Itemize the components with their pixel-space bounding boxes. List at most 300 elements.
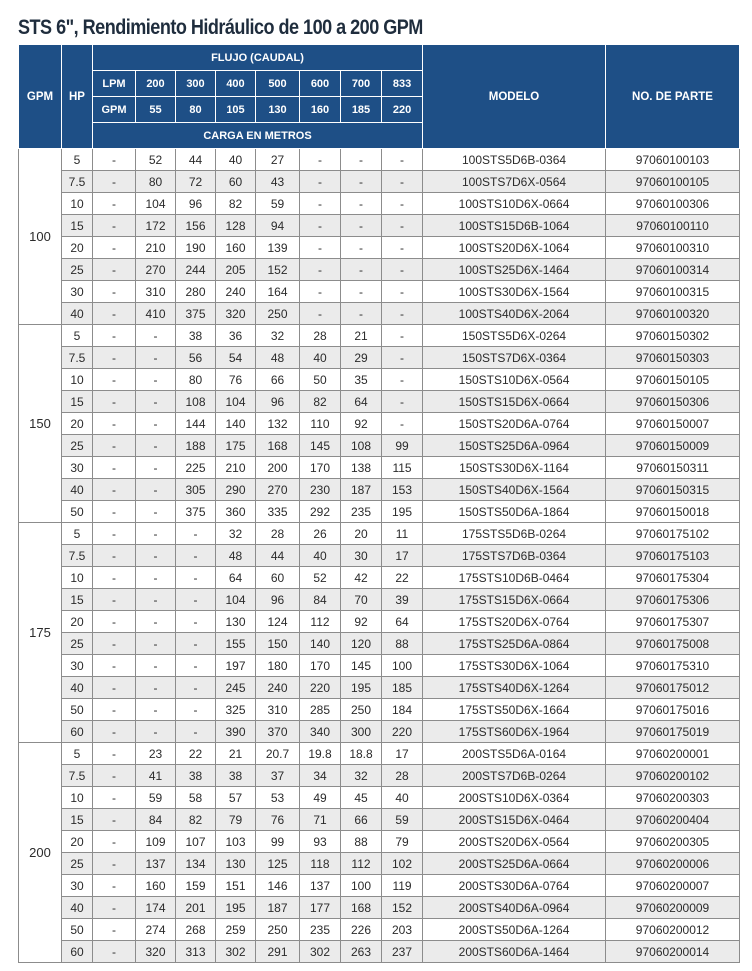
model-cell: 200STS25D6A-0664 xyxy=(423,853,606,875)
head-value-cell: 310 xyxy=(136,281,176,303)
head-value-cell: 203 xyxy=(382,919,423,941)
head-value-cell: - xyxy=(93,633,136,655)
table-row xyxy=(19,743,740,765)
head-value-cell: - xyxy=(93,193,136,215)
head-value-cell: 124 xyxy=(256,611,300,633)
head-value-cell: 34 xyxy=(300,765,341,787)
part-number-cell: 97060200102 xyxy=(606,765,740,787)
head-value-cell: 57 xyxy=(216,787,256,809)
part-number-cell: 97060150315 xyxy=(606,479,740,501)
hp-cell: 10 xyxy=(62,369,93,391)
hp-cell: 20 xyxy=(62,831,93,853)
head-value-cell: 160 xyxy=(216,237,256,259)
head-value-cell: - xyxy=(136,391,176,413)
part-number-cell: 97060175008 xyxy=(606,633,740,655)
head-value-cell: 237 xyxy=(382,941,423,963)
table-row xyxy=(19,765,740,787)
head-value-cell: 130 xyxy=(216,611,256,633)
head-value-cell: 134 xyxy=(176,853,216,875)
head-value-cell: - xyxy=(136,633,176,655)
hp-cell: 40 xyxy=(62,897,93,919)
head-value-cell: 79 xyxy=(216,809,256,831)
head-value-cell: 71 xyxy=(300,809,341,831)
head-value-cell: 300 xyxy=(341,721,382,743)
head-value-cell: 140 xyxy=(300,633,341,655)
head-value-cell: 100 xyxy=(341,875,382,897)
table-row xyxy=(19,853,740,875)
hp-cell: 30 xyxy=(62,875,93,897)
table-row xyxy=(19,655,740,677)
hp-header: HP xyxy=(62,45,93,149)
head-value-cell: 305 xyxy=(176,479,216,501)
hp-cell: 10 xyxy=(62,567,93,589)
head-value-cell: - xyxy=(382,215,423,237)
head-value-cell: 102 xyxy=(382,853,423,875)
head-value-cell: - xyxy=(300,193,341,215)
model-cell: 175STS5D6B-0264 xyxy=(423,523,606,545)
head-value-cell: - xyxy=(136,611,176,633)
head-value-cell: 48 xyxy=(216,545,256,567)
head-value-cell: 17 xyxy=(382,545,423,567)
head-value-cell: - xyxy=(93,611,136,633)
head-value-cell: 184 xyxy=(382,699,423,721)
part-number-cell: 97060175102 xyxy=(606,523,740,545)
table-row xyxy=(19,479,740,501)
head-value-cell: 49 xyxy=(300,787,341,809)
head-value-cell: 280 xyxy=(176,281,216,303)
hp-cell: 60 xyxy=(62,941,93,963)
head-value-cell: 210 xyxy=(216,457,256,479)
head-value-cell: - xyxy=(136,325,176,347)
lpm-value: 600 xyxy=(300,71,341,97)
table-row xyxy=(19,611,740,633)
head-value-cell: - xyxy=(176,589,216,611)
part-number-cell: 97060200007 xyxy=(606,875,740,897)
head-value-cell: 60 xyxy=(216,171,256,193)
head-value-cell: 274 xyxy=(136,919,176,941)
head-value-cell: 26 xyxy=(300,523,341,545)
head-value-cell: - xyxy=(136,677,176,699)
head-value-cell: - xyxy=(136,589,176,611)
head-value-cell: 235 xyxy=(300,919,341,941)
part-number-cell: 97060200014 xyxy=(606,941,740,963)
head-value-cell: 120 xyxy=(341,633,382,655)
head-value-cell: 59 xyxy=(136,787,176,809)
hp-cell: 30 xyxy=(62,457,93,479)
head-value-cell: 92 xyxy=(341,611,382,633)
lpm-value: 833 xyxy=(382,71,423,97)
head-value-cell: 21 xyxy=(341,325,382,347)
model-cell: 150STS40D6X-1564 xyxy=(423,479,606,501)
table-row xyxy=(19,369,740,391)
head-value-cell: - xyxy=(93,347,136,369)
head-value-cell: - xyxy=(341,171,382,193)
model-cell: 100STS25D6X-1464 xyxy=(423,259,606,281)
head-value-cell: 390 xyxy=(216,721,256,743)
head-value-cell: 92 xyxy=(341,413,382,435)
head-value-cell: 235 xyxy=(341,501,382,523)
head-value-cell: - xyxy=(382,193,423,215)
head-value-cell: 119 xyxy=(382,875,423,897)
head-value-cell: - xyxy=(93,941,136,963)
head-value-cell: 164 xyxy=(256,281,300,303)
table-row xyxy=(19,391,740,413)
head-value-cell: 88 xyxy=(341,831,382,853)
head-value-cell: 70 xyxy=(341,589,382,611)
head-value-cell: 132 xyxy=(256,413,300,435)
head-value-cell: 38 xyxy=(176,325,216,347)
head-value-cell: - xyxy=(93,435,136,457)
head-value-cell: - xyxy=(176,545,216,567)
gpm-group-cell: 175 xyxy=(19,523,62,743)
lpm-value: 500 xyxy=(256,71,300,97)
head-value-cell: - xyxy=(93,567,136,589)
table-row xyxy=(19,149,740,171)
head-value-cell: 80 xyxy=(136,171,176,193)
part-number-cell: 97060150018 xyxy=(606,501,740,523)
head-value-cell: 43 xyxy=(256,171,300,193)
part-number-cell: 97060200404 xyxy=(606,809,740,831)
head-value-cell: - xyxy=(93,149,136,171)
part-number-cell: 97060175307 xyxy=(606,611,740,633)
head-value-cell: 108 xyxy=(341,435,382,457)
hp-cell: 25 xyxy=(62,633,93,655)
hp-cell: 10 xyxy=(62,787,93,809)
head-value-cell: 188 xyxy=(176,435,216,457)
head-value-cell: - xyxy=(382,237,423,259)
head-value-cell: 168 xyxy=(256,435,300,457)
head-value-cell: 313 xyxy=(176,941,216,963)
head-value-cell: 140 xyxy=(216,413,256,435)
gpm-group-cell: 150 xyxy=(19,325,62,523)
hp-cell: 50 xyxy=(62,699,93,721)
head-value-cell: 23 xyxy=(136,743,176,765)
hp-cell: 25 xyxy=(62,853,93,875)
head-value-cell: - xyxy=(382,347,423,369)
head-value-cell: 268 xyxy=(176,919,216,941)
hp-cell: 25 xyxy=(62,435,93,457)
head-value-cell: 170 xyxy=(300,655,341,677)
head-value-cell: 88 xyxy=(382,633,423,655)
head-value-cell: - xyxy=(93,259,136,281)
head-value-cell: 325 xyxy=(216,699,256,721)
head-value-cell: - xyxy=(93,919,136,941)
head-value-cell: - xyxy=(382,325,423,347)
part-number-cell: 97060100314 xyxy=(606,259,740,281)
head-value-cell: 28 xyxy=(382,765,423,787)
model-cell: 175STS50D6X-1664 xyxy=(423,699,606,721)
model-cell: 100STS30D6X-1564 xyxy=(423,281,606,303)
performance-table xyxy=(18,44,740,963)
hp-cell: 20 xyxy=(62,237,93,259)
part-number-cell: 97060150302 xyxy=(606,325,740,347)
model-cell: 100STS20D6X-1064 xyxy=(423,237,606,259)
head-value-cell: - xyxy=(136,545,176,567)
part-number-cell: 97060100306 xyxy=(606,193,740,215)
head-value-cell: 80 xyxy=(176,369,216,391)
table-row xyxy=(19,259,740,281)
part-number-header: NO. DE PARTE xyxy=(606,45,740,149)
head-value-cell: 185 xyxy=(382,677,423,699)
head-value-cell: 320 xyxy=(136,941,176,963)
head-value-cell: 320 xyxy=(216,303,256,325)
head-value-cell: - xyxy=(176,721,216,743)
model-cell: 100STS10D6X-0664 xyxy=(423,193,606,215)
flow-header: FLUJO (CAUDAL) xyxy=(93,45,423,71)
model-cell: 150STS7D6X-0364 xyxy=(423,347,606,369)
gpm-value: 80 xyxy=(176,97,216,123)
head-value-cell: - xyxy=(93,809,136,831)
gpm-value: 220 xyxy=(382,97,423,123)
head-value-cell: - xyxy=(382,369,423,391)
model-cell: 200STS15D6X-0464 xyxy=(423,809,606,831)
model-cell: 200STS20D6X-0564 xyxy=(423,831,606,853)
head-value-cell: 40 xyxy=(300,545,341,567)
head-value-cell: - xyxy=(93,215,136,237)
head-value-cell: - xyxy=(382,149,423,171)
table-row xyxy=(19,567,740,589)
head-value-cell: - xyxy=(341,303,382,325)
table-row xyxy=(19,501,740,523)
head-value-cell: 195 xyxy=(341,677,382,699)
head-value-cell: 28 xyxy=(300,325,341,347)
hp-cell: 7.5 xyxy=(62,347,93,369)
table-row xyxy=(19,721,740,743)
hp-cell: 50 xyxy=(62,501,93,523)
head-value-cell: - xyxy=(341,215,382,237)
head-value-cell: 240 xyxy=(216,281,256,303)
head-value-cell: 118 xyxy=(300,853,341,875)
head-value-cell: 302 xyxy=(300,941,341,963)
hp-cell: 40 xyxy=(62,303,93,325)
head-value-cell: 52 xyxy=(300,567,341,589)
head-value-cell: 250 xyxy=(341,699,382,721)
gpm-label: GPM xyxy=(93,97,136,123)
model-cell: 175STS7D6B-0364 xyxy=(423,545,606,567)
head-value-cell: 39 xyxy=(382,589,423,611)
head-value-cell: 82 xyxy=(216,193,256,215)
head-value-cell: - xyxy=(382,259,423,281)
head-value-cell: - xyxy=(341,237,382,259)
head-value-cell: 159 xyxy=(176,875,216,897)
head-value-cell: 128 xyxy=(216,215,256,237)
head-value-cell: 195 xyxy=(382,501,423,523)
head-value-cell: 245 xyxy=(216,677,256,699)
hp-cell: 15 xyxy=(62,215,93,237)
head-value-cell: 180 xyxy=(256,655,300,677)
table-row xyxy=(19,699,740,721)
hp-cell: 20 xyxy=(62,413,93,435)
head-value-cell: 259 xyxy=(216,919,256,941)
model-cell: 100STS5D6B-0364 xyxy=(423,149,606,171)
head-value-cell: 152 xyxy=(382,897,423,919)
model-cell: 150STS20D6A-0764 xyxy=(423,413,606,435)
head-value-cell: 244 xyxy=(176,259,216,281)
head-value-cell: 32 xyxy=(216,523,256,545)
head-value-cell: 60 xyxy=(256,567,300,589)
head-value-cell: - xyxy=(136,435,176,457)
head-value-cell: 17 xyxy=(382,743,423,765)
head-value-cell: 11 xyxy=(382,523,423,545)
head-value-cell: - xyxy=(93,655,136,677)
head-value-cell: 285 xyxy=(300,699,341,721)
table-row xyxy=(19,787,740,809)
head-value-cell: 40 xyxy=(216,149,256,171)
part-number-cell: 97060175103 xyxy=(606,545,740,567)
head-value-cell: 96 xyxy=(256,589,300,611)
head-value-cell: 40 xyxy=(382,787,423,809)
head-value-cell: 44 xyxy=(256,545,300,567)
head-value-cell: 99 xyxy=(256,831,300,853)
head-value-cell: 168 xyxy=(341,897,382,919)
head-value-cell: - xyxy=(93,237,136,259)
part-number-cell: 97060100105 xyxy=(606,171,740,193)
hp-cell: 7.5 xyxy=(62,545,93,567)
table-row xyxy=(19,875,740,897)
part-number-cell: 97060200001 xyxy=(606,743,740,765)
gpm-header: GPM xyxy=(19,45,62,149)
head-value-cell: 360 xyxy=(216,501,256,523)
head-value-cell: 335 xyxy=(256,501,300,523)
head-value-cell: - xyxy=(176,611,216,633)
table-row xyxy=(19,325,740,347)
part-number-cell: 97060200006 xyxy=(606,853,740,875)
head-value-cell: 58 xyxy=(176,787,216,809)
hp-cell: 15 xyxy=(62,809,93,831)
model-cell: 150STS15D6X-0664 xyxy=(423,391,606,413)
head-value-cell: 226 xyxy=(341,919,382,941)
part-number-cell: 97060175304 xyxy=(606,567,740,589)
hp-cell: 5 xyxy=(62,743,93,765)
head-value-cell: 112 xyxy=(341,853,382,875)
model-cell: 175STS25D6A-0864 xyxy=(423,633,606,655)
hp-cell: 60 xyxy=(62,721,93,743)
hp-cell: 5 xyxy=(62,523,93,545)
head-value-cell: 153 xyxy=(382,479,423,501)
model-cell: 200STS40D6A-0964 xyxy=(423,897,606,919)
head-value-cell: - xyxy=(341,149,382,171)
head-value-cell: - xyxy=(176,523,216,545)
table-body xyxy=(19,149,740,963)
head-value-cell: 82 xyxy=(176,809,216,831)
head-value-cell: 107 xyxy=(176,831,216,853)
head-value-cell: 50 xyxy=(300,369,341,391)
hp-cell: 10 xyxy=(62,193,93,215)
head-value-cell: 30 xyxy=(341,545,382,567)
head-value-cell: 200 xyxy=(256,457,300,479)
head-value-cell: 104 xyxy=(136,193,176,215)
head-value-cell: 145 xyxy=(341,655,382,677)
part-number-cell: 97060100315 xyxy=(606,281,740,303)
head-value-cell: - xyxy=(93,501,136,523)
model-cell: 175STS20D6X-0764 xyxy=(423,611,606,633)
head-value-cell: - xyxy=(93,677,136,699)
head-value-cell: - xyxy=(136,347,176,369)
part-number-cell: 97060100320 xyxy=(606,303,740,325)
model-cell: 200STS5D6A-0164 xyxy=(423,743,606,765)
table-row xyxy=(19,809,740,831)
head-value-cell: - xyxy=(136,479,176,501)
part-number-cell: 97060150009 xyxy=(606,435,740,457)
model-cell: 150STS25D6A-0964 xyxy=(423,435,606,457)
part-number-cell: 97060150311 xyxy=(606,457,740,479)
head-value-cell: 28 xyxy=(256,523,300,545)
head-value-cell: 205 xyxy=(216,259,256,281)
model-cell: 150STS50D6A-1864 xyxy=(423,501,606,523)
head-value-cell: 137 xyxy=(136,853,176,875)
head-value-cell: 32 xyxy=(256,325,300,347)
model-cell: 175STS15D6X-0664 xyxy=(423,589,606,611)
head-value-cell: 290 xyxy=(216,479,256,501)
model-cell: 200STS30D6A-0764 xyxy=(423,875,606,897)
gpm-value: 130 xyxy=(256,97,300,123)
gpm-value: 105 xyxy=(216,97,256,123)
head-value-cell: 19.8 xyxy=(300,743,341,765)
head-value-cell: 340 xyxy=(300,721,341,743)
table-row xyxy=(19,677,740,699)
head-value-cell: 151 xyxy=(216,875,256,897)
head-value-cell: 76 xyxy=(256,809,300,831)
hp-cell: 30 xyxy=(62,281,93,303)
lpm-value: 400 xyxy=(216,71,256,97)
head-value-cell: 302 xyxy=(216,941,256,963)
head-value-cell: - xyxy=(341,193,382,215)
head-value-cell: - xyxy=(382,413,423,435)
head-value-cell: 66 xyxy=(256,369,300,391)
head-value-cell: - xyxy=(300,281,341,303)
head-value-cell: - xyxy=(93,831,136,853)
head-meters-header: CARGA EN METROS xyxy=(93,123,423,149)
head-value-cell: 156 xyxy=(176,215,216,237)
head-value-cell: 22 xyxy=(176,743,216,765)
head-value-cell: - xyxy=(300,215,341,237)
head-value-cell: 36 xyxy=(216,325,256,347)
head-value-cell: - xyxy=(93,369,136,391)
gpm-value: 185 xyxy=(341,97,382,123)
head-value-cell: - xyxy=(300,171,341,193)
head-value-cell: 187 xyxy=(341,479,382,501)
head-value-cell: - xyxy=(93,875,136,897)
table-row xyxy=(19,303,740,325)
head-value-cell: - xyxy=(136,567,176,589)
head-value-cell: - xyxy=(136,457,176,479)
head-value-cell: 100 xyxy=(382,655,423,677)
model-cell: 175STS40D6X-1264 xyxy=(423,677,606,699)
head-value-cell: 270 xyxy=(136,259,176,281)
head-value-cell: - xyxy=(93,281,136,303)
part-number-cell: 97060175016 xyxy=(606,699,740,721)
head-value-cell: 32 xyxy=(341,765,382,787)
head-value-cell: 40 xyxy=(300,347,341,369)
hp-cell: 30 xyxy=(62,655,93,677)
head-value-cell: 187 xyxy=(256,897,300,919)
head-value-cell: - xyxy=(93,523,136,545)
head-value-cell: 220 xyxy=(382,721,423,743)
head-value-cell: 52 xyxy=(136,149,176,171)
head-value-cell: 172 xyxy=(136,215,176,237)
table-row xyxy=(19,545,740,567)
head-value-cell: 41 xyxy=(136,765,176,787)
head-value-cell: 94 xyxy=(256,215,300,237)
model-cell: 100STS40D6X-2064 xyxy=(423,303,606,325)
table-row xyxy=(19,523,740,545)
model-cell: 100STS15D6B-1064 xyxy=(423,215,606,237)
head-value-cell: - xyxy=(341,259,382,281)
head-value-cell: - xyxy=(176,567,216,589)
hp-cell: 20 xyxy=(62,611,93,633)
model-cell: 175STS30D6X-1064 xyxy=(423,655,606,677)
head-value-cell: 76 xyxy=(216,369,256,391)
